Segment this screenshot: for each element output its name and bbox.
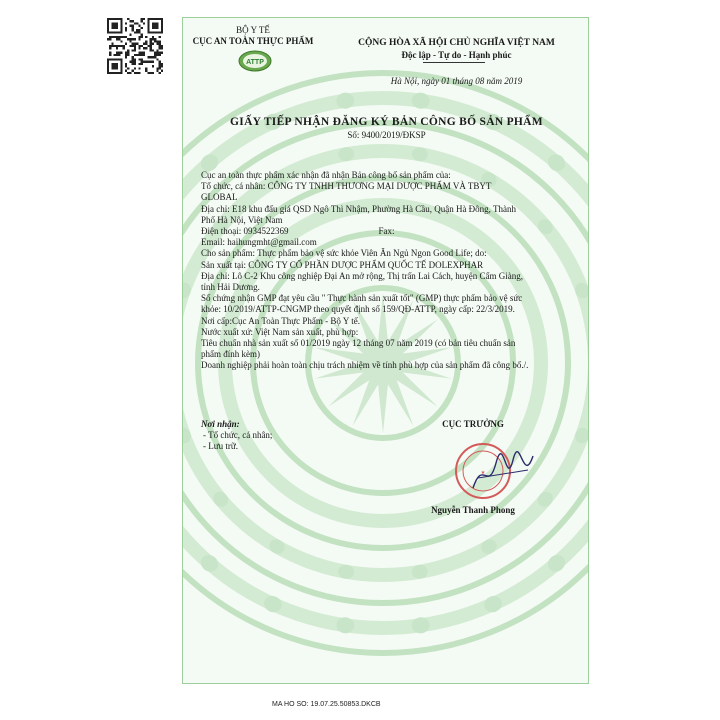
responsibility-line: Doanh nghiệp phải hoàn toàn chịu trách nhiệm về tính phù hợp của sản phẩm đã công bố./. <box>201 360 529 371</box>
gmp-line-1: Số chứng nhận GMP đạt yêu cầu " Thực hành sản xuất tốt" (GMP) thực phẩm bảo vệ sức <box>201 293 523 304</box>
ministry-name: BỘ Y TẾ <box>236 25 270 35</box>
fax: Fax: <box>378 226 395 237</box>
signer-name: Nguyễn Thanh Phong <box>431 505 515 515</box>
motto-underline <box>423 62 485 63</box>
phone-fax-line <box>201 226 576 237</box>
signature-scribble <box>468 448 538 498</box>
origin-line: Nước xuất xứ: Việt Nam sản xuất, phù hợp: <box>201 326 359 337</box>
phone: Điện thoại: 0934522369 <box>201 226 289 237</box>
gmp-line-2: khỏe: 10/2019/ATTP-CNGMP theo quyết định số 159/QĐ-ATTP, ngày cấp: 22/3/2019. <box>201 304 515 315</box>
document-title: GIẤY TIẾP NHẬN ĐĂNG KÝ BẢN CÔNG BỐ SẢN PHẨM <box>230 116 543 128</box>
address-line-1: Địa chỉ: E18 khu đấu giá QSD Ngô Thì Nhậm, Phường Hà Cầu, Quận Hà Đông, Thành <box>201 203 517 214</box>
recipient-item: - Tổ chức, cá nhân; <box>203 430 273 440</box>
producer-address-line-1: Địa chỉ: Lô C-2 Khu công nghiệp Đại An mở rộng, Thị trấn Lai Cách, huyện Cẩm Giàng, <box>201 270 524 281</box>
qr-code <box>107 18 163 74</box>
recipient-item: - Lưu trữ. <box>203 441 238 451</box>
organization-line-1: Tổ chức, cá nhân: CÔNG TY TNHH THƯƠNG MẠI DƯỢC PHẨM VÀ TBYT <box>201 181 492 192</box>
producer-address-line-2: tỉnh Hải Dương. <box>201 282 260 293</box>
email-line: Email: haihungmht@gmail.com <box>201 237 317 248</box>
product-line: Cho sản phẩm: Thực phẩm bảo vệ sức khỏe Viên Ăn Ngủ Ngon Good Life; do: <box>201 248 487 259</box>
intro-line: Cục an toàn thực phẩm xác nhận đã nhận Bản công bố sản phẩm của: <box>201 170 451 180</box>
country-name: CỘNG HÒA XÃ HỘI CHỦ NGHĨA VIỆT NAM <box>358 38 555 48</box>
department-name: CỤC AN TOÀN THỰC PHẨM <box>192 36 314 46</box>
standard-line-1: Tiêu chuẩn nhà sản xuất số 01/2019 ngày 12 tháng 07 năm 2019 (có bản tiêu chuẩn sản <box>201 338 516 349</box>
attp-logo <box>238 50 272 72</box>
national-motto: Độc lập - Tự do - Hạnh phúc <box>401 50 512 60</box>
organization-line-2: GLOBAL <box>201 192 238 203</box>
place-date: Hà Nội, ngày 01 tháng 08 năm 2019 <box>390 76 523 86</box>
issuer-line: Nơi cấp:Cục An Toàn Thực Phẩm - Bộ Y tế. <box>201 315 360 326</box>
signer-title: CỤC TRƯỞNG <box>442 419 504 429</box>
document-body <box>201 170 576 372</box>
certificate-document <box>182 17 589 684</box>
logo-text: ATTP <box>246 59 264 66</box>
standard-line-2: phẩm đính kèm) <box>201 349 260 360</box>
address-line-2: Phố Hà Nội, Việt Nam <box>201 214 283 225</box>
producer-line: Sản xuất tại: CÔNG TY CỔ PHẦN DƯỢC PHẨM QUỐC TẾ DOLEXPHAR <box>201 259 484 270</box>
file-code: MA HO SO: 19.07.25.50853.DKCB <box>272 701 381 708</box>
recipients-heading: Nơi nhận: <box>201 419 240 429</box>
document-number: Số: 9400/2019/ĐKSP <box>347 130 426 140</box>
svg-text:★: ★ <box>480 470 486 476</box>
